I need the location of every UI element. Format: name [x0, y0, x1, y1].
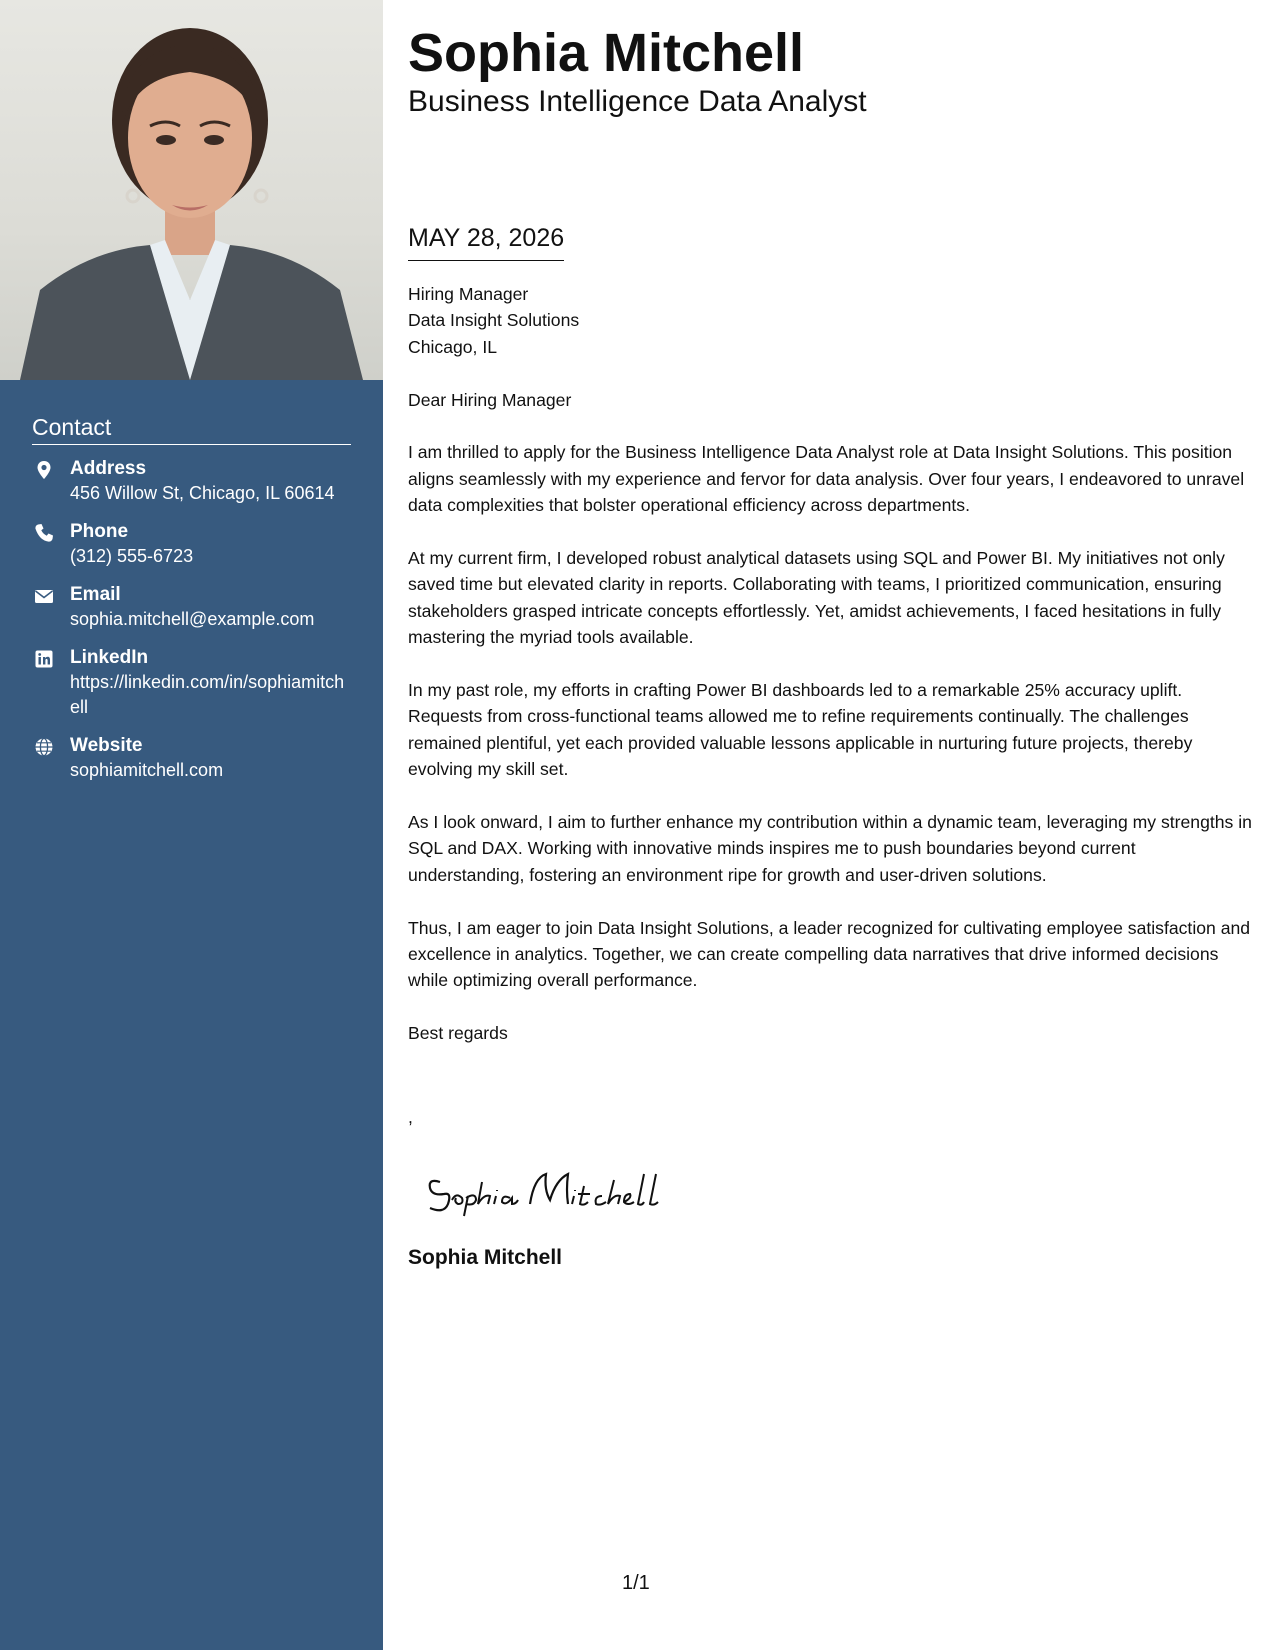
linkedin-value[interactable]: https://linkedin.com/in/sophiamitchell [70, 672, 345, 717]
page-number: 1/1 [622, 1572, 650, 1594]
salutation: Dear Hiring Manager [408, 389, 572, 410]
job-title: Business Intelligence Data Analyst [408, 85, 867, 118]
closing-comma: , [408, 1107, 413, 1127]
applicant-name: Sophia Mitchell [408, 23, 805, 83]
phone-value: (312) 555-6723 [70, 546, 194, 566]
contact-item-phone [32, 520, 351, 569]
address-value: 456 Willow St, Chicago, IL 60614 [70, 483, 335, 503]
contact-section [32, 412, 351, 797]
letter-body [408, 281, 1253, 1047]
contact-label: Website [70, 735, 143, 756]
website-value[interactable]: sophiamitchell.com [70, 760, 224, 780]
recipient-line: Data Insight Solutions [408, 310, 580, 331]
contact-heading: Contact [32, 412, 351, 445]
globe-icon [34, 737, 54, 757]
contact-label: Address [70, 458, 147, 479]
letter-date: MAY 28, 2026 [408, 222, 564, 261]
recipient-line: Hiring Manager [408, 284, 529, 304]
paragraph: As I look onward, I aim to further enhance my contribution within a dynamic team, leveraging my strengths in SQL and DAX. Working with innovative minds inspires me to push boundaries beyond current understanding, fostering an environment ripe for growth and user-driven solutions. [408, 812, 1252, 885]
contact-label: LinkedIn [70, 647, 149, 668]
paragraph: I am thrilled to apply for the Business Intelligence Data Analyst role at Data Insight Solutions. This position aligns seamlessly with my experience and fervor for data analysis. Over four years, I endeavored to unravel data complexities that bolster operational efficiency across departments. [408, 442, 1245, 516]
paragraph: At my current firm, I developed robust analytical datasets using SQL and Power BI. My initiatives not only saved time but elevated clarity in reports. Collaborating with teams, I prioritized communication, ensuring stakeholders grasped intricate concepts effortlessly. Yet, amidst achievements, I faced hesitations in fully mastering the myriad tools available. [408, 548, 1225, 648]
contact-item-linkedin [32, 646, 351, 720]
envelope-icon [34, 586, 54, 606]
email-value[interactable]: sophia.mitchell@example.com [70, 609, 315, 629]
contact-label: Phone [70, 521, 129, 542]
recipient-block [408, 281, 1253, 360]
contact-item-website [32, 734, 351, 783]
contact-item-email [32, 583, 351, 632]
phone-icon [34, 523, 54, 543]
contact-label: Email [70, 584, 121, 605]
linkedin-icon [34, 649, 54, 669]
signer-name: Sophia Mitchell [408, 1246, 563, 1269]
profile-photo [0, 0, 383, 380]
contact-item-address [32, 457, 351, 506]
closing: Best regards [408, 1023, 508, 1044]
paragraph: Thus, I am eager to join Data Insight Solutions, a leader recognized for cultivating employee satisfaction and excellence in analytics. Together, we can create compelling data narratives that drive informed decisions while optimizing overall performance. [408, 917, 1251, 991]
map-pin-icon [34, 460, 54, 480]
handwritten-signature [418, 1160, 668, 1220]
sidebar [0, 0, 383, 1650]
paragraph: In my past role, my efforts in crafting Power BI dashboards led to a remarkable 25% accuracy uplift. Requests from cross-functional teams allowed me to refine requirements continually. The challenges remained plentiful, yet each provided valuable lessons applicable in nurturing future projects, thereby evolving my skill set. [408, 680, 1193, 780]
recipient-line: Chicago, IL [408, 336, 497, 357]
